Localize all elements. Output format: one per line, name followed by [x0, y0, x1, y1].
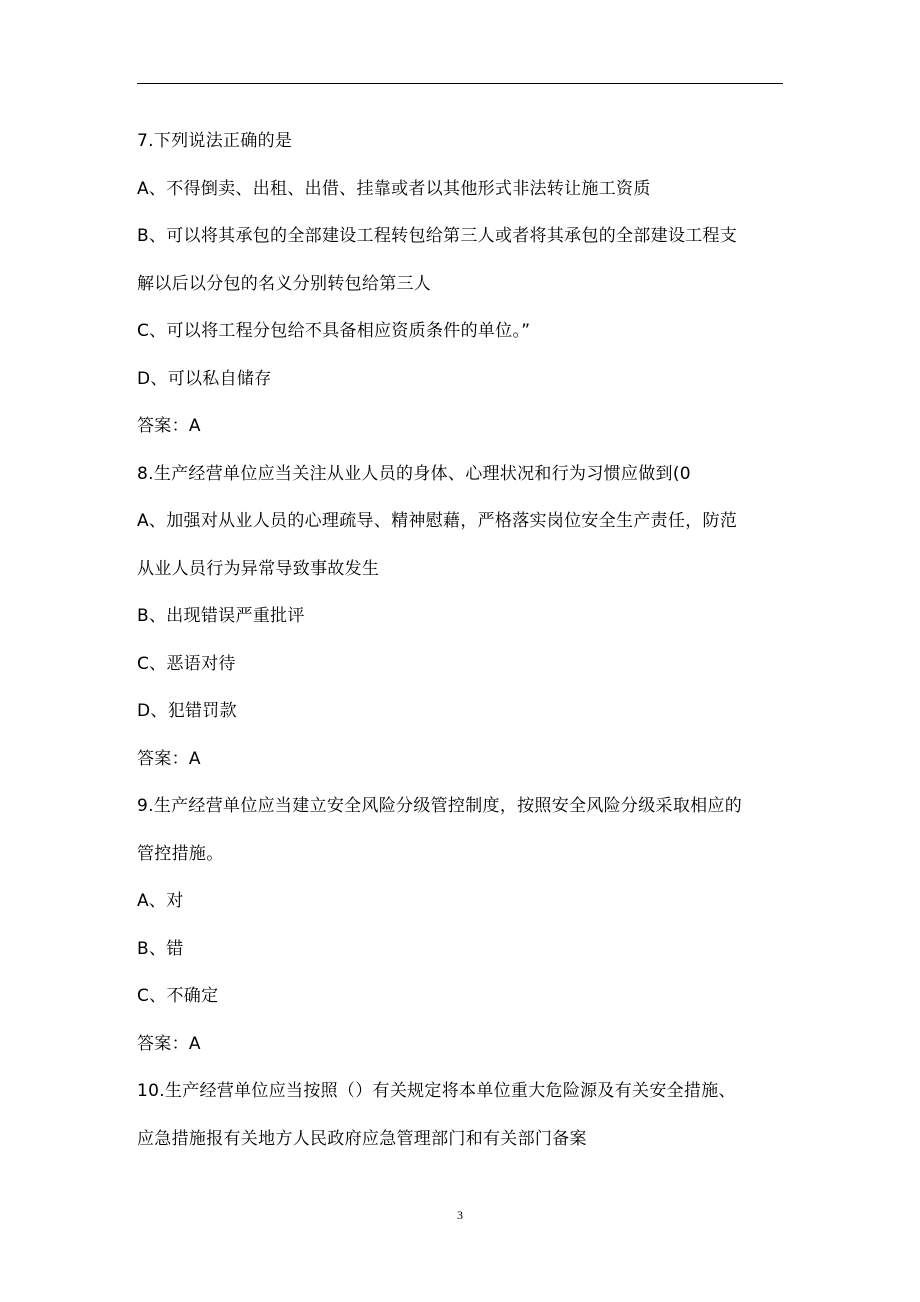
question-8-option-b: B、出现错误严重批评 [137, 606, 305, 626]
question-7-option-d: D、可以私自储存 [137, 368, 272, 389]
question-8-option-a-continued: 从业人员行为异常导致事故发生 [137, 558, 380, 579]
question-9-option-a: A、对 [137, 891, 184, 911]
question-9-answer: 答案：A [137, 1033, 201, 1054]
question-7-option-b-continued: 解以后以分包的名义分别转包给第三人 [137, 273, 432, 294]
question-8-option-a: A、加强对从业人员的心理疏导、精神慰藉，严格落实岗位安全生产责任，防范 [137, 511, 738, 531]
question-9-stem: 9.生产经营单位应当建立安全风险分级管控制度，按照安全风险分级采取相应的 [137, 796, 743, 816]
question-8-option-d: D、犯错罚款 [137, 701, 237, 721]
question-9-stem-continued: 管控措施。 [137, 843, 224, 864]
question-7-answer: 答案：A [137, 416, 201, 436]
document-body [137, 118, 797, 1163]
page-number: 3 [457, 1208, 463, 1222]
question-8-answer: 答案：A [137, 748, 201, 769]
question-7-option-b: B、可以将其承包的全部建设工程转包给第三人或者将其承包的全部建设工程支 [137, 226, 738, 246]
question-9-option-c: C、不确定 [137, 986, 219, 1006]
question-7-stem: 7.下列说法正确的是 [137, 131, 293, 151]
question-8-option-c: C、恶语对待 [137, 653, 236, 674]
question-7-option-a: A、不得倒卖、出租、出借、挂靠或者以其他形式非法转让施工资质 [137, 178, 651, 199]
header-rule [137, 83, 783, 84]
question-8-stem: 8.生产经营单位应当关注从业人员的身体、心理状况和行为习惯应做到(0 [137, 463, 691, 484]
question-9-option-b: B、错 [137, 938, 184, 959]
question-7-option-c: C、可以将工程分包给不具备相应资质条件的单位。” [137, 321, 531, 341]
question-10-stem-continued: 应急措施报有关地方人民政府应急管理部门和有关部门备案 [137, 1128, 587, 1149]
question-10-stem: 10.生产经营单位应当按照（）有关规定将本单位重大危险源及有关安全措施、 [137, 1081, 736, 1101]
